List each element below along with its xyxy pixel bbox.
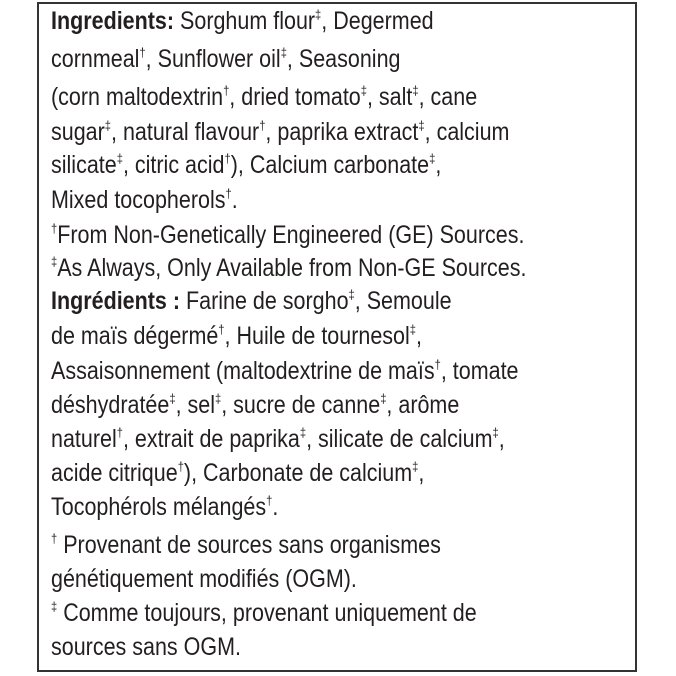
footnote-mark: ‡ <box>429 151 436 166</box>
footnote-mark: ‡ <box>409 322 417 337</box>
text-segment: déshydratée <box>51 391 170 419</box>
footnote-mark: † <box>218 322 225 337</box>
footnote-mark: † <box>225 186 232 201</box>
footnote-mark: † <box>434 357 441 372</box>
text-segment: , dried tomato <box>229 83 361 111</box>
footnote-mark: ‡ <box>380 391 387 406</box>
footnote-mark: ‡ <box>418 118 425 133</box>
footnote-mark: ‡ <box>51 599 58 614</box>
text-segment: , silicate de calcium <box>306 425 493 453</box>
text-segment: Assaisonnement (maltodextrine de maïs <box>51 357 435 385</box>
footnote-mark: † <box>224 151 231 166</box>
footnote-mark: ‡ <box>412 459 419 474</box>
footnote-mark: ‡ <box>169 391 176 406</box>
text-segment: , salt <box>366 83 413 111</box>
text-segment: Tocophérols mélangés <box>51 493 267 521</box>
text-segment: As Always, Only Available from Non-GE Sources. <box>57 254 527 282</box>
footnote-mark: ‡ <box>299 425 307 440</box>
ingredients-line-fr-6 <box>51 458 424 488</box>
footnote-mark: † <box>116 425 123 440</box>
text-segment: sugar <box>51 118 105 146</box>
text-segment: , sel <box>175 391 216 419</box>
text-segment: , natural flavour <box>111 118 260 146</box>
ingredients-line-en-2 <box>51 44 400 74</box>
text-segment: Sorghum flour <box>174 7 316 35</box>
text-segment: ), Carbonate de calcium <box>183 459 413 487</box>
ingredients-line-en-5 <box>51 150 441 180</box>
text-segment: Provenant de sources sans organismes <box>57 531 441 559</box>
footnote-mark: ‡ <box>280 45 287 60</box>
text-segment: , <box>498 425 505 453</box>
text-segment: acide citrique <box>51 459 178 487</box>
text-segment: sources sans OGM. <box>51 633 241 661</box>
text-segment: , <box>418 459 425 487</box>
text-segment: From Non-Genetically Engineered (GE) Sources. <box>57 221 525 249</box>
ingredients-line-fr-7 <box>51 492 278 522</box>
footnote-fr-dagger-cont <box>51 564 357 594</box>
footnote-mark: ‡ <box>104 118 112 133</box>
footnote-mark: ‡ <box>412 83 419 98</box>
footnote-mark: ‡ <box>492 425 499 440</box>
ingredients-line-en-3 <box>51 82 477 112</box>
footnote-mark: ‡ <box>360 83 367 98</box>
ingredients-line-fr-4 <box>51 390 459 420</box>
text-segment: . <box>231 186 238 214</box>
footnote-mark: † <box>51 221 58 236</box>
text-segment: Mixed tocopherols <box>51 186 226 214</box>
footnote-fr-double-dagger <box>51 598 477 628</box>
ingredients-line-fr-1 <box>51 286 452 316</box>
ingredients-heading-en: Ingredients: <box>51 7 175 35</box>
text-segment: génétiquement modifiés (OGM). <box>51 565 357 593</box>
text-segment: de maïs dégermé <box>51 322 219 350</box>
footnote-en-dagger <box>51 220 524 250</box>
footnote-mark: † <box>223 83 230 98</box>
text-segment: , paprika extract <box>265 118 419 146</box>
footnote-mark: † <box>51 531 58 546</box>
text-segment: cornmeal <box>51 45 140 73</box>
footnote-mark: ‡ <box>51 254 58 269</box>
footnote-mark: ‡ <box>215 391 222 406</box>
text-segment: , tomate <box>440 357 519 385</box>
text-segment: , calcium <box>424 118 510 146</box>
text-segment: Farine de sorgho <box>180 287 349 315</box>
ingredients-line-en-4 <box>51 117 509 147</box>
text-segment: , Huile de tournesol <box>224 322 410 350</box>
footnote-fr-dagger <box>51 530 441 560</box>
footnote-fr-double-dagger-cont <box>51 632 241 662</box>
text-segment: , arôme <box>386 391 460 419</box>
text-segment: , extrait de paprika <box>122 425 300 453</box>
ingredients-line-fr-3 <box>51 356 519 386</box>
text-segment: , Seasoning <box>286 45 401 73</box>
footnote-mark: † <box>177 459 184 474</box>
ingredients-line-fr-5 <box>51 424 505 454</box>
text-segment: Comme toujours, provenant uniquement de <box>57 599 477 627</box>
text-segment: , <box>416 322 422 350</box>
ingredients-heading-fr: Ingrédients : <box>51 287 181 315</box>
ingredients-line-en-6 <box>51 185 238 215</box>
footnote-en-double-dagger <box>51 253 526 283</box>
text-segment: naturel <box>51 425 117 453</box>
text-segment: . <box>272 493 279 521</box>
ingredients-line-fr-2 <box>51 321 422 351</box>
footnote-mark: † <box>266 493 273 508</box>
ingredients-line-en-1 <box>51 6 434 36</box>
text-segment: ), Calcium carbonate <box>230 151 430 179</box>
text-segment: , cane <box>418 83 478 111</box>
text-segment: , Semoule <box>354 287 452 315</box>
text-segment: , sucre de canne <box>221 391 381 419</box>
footnote-mark: ‡ <box>348 287 355 302</box>
footnote-mark: † <box>139 45 146 60</box>
text-segment: (corn maltodextrin <box>51 83 224 111</box>
text-segment: , Degermed <box>321 7 434 35</box>
footnote-mark: ‡ <box>116 151 123 166</box>
text-segment: silicate <box>51 151 117 179</box>
footnote-mark: † <box>259 118 266 133</box>
text-segment: , Sunflower oil <box>145 45 281 73</box>
text-segment: , <box>435 151 442 179</box>
footnote-mark: ‡ <box>315 7 322 22</box>
text-segment: , citric acid <box>122 151 225 179</box>
